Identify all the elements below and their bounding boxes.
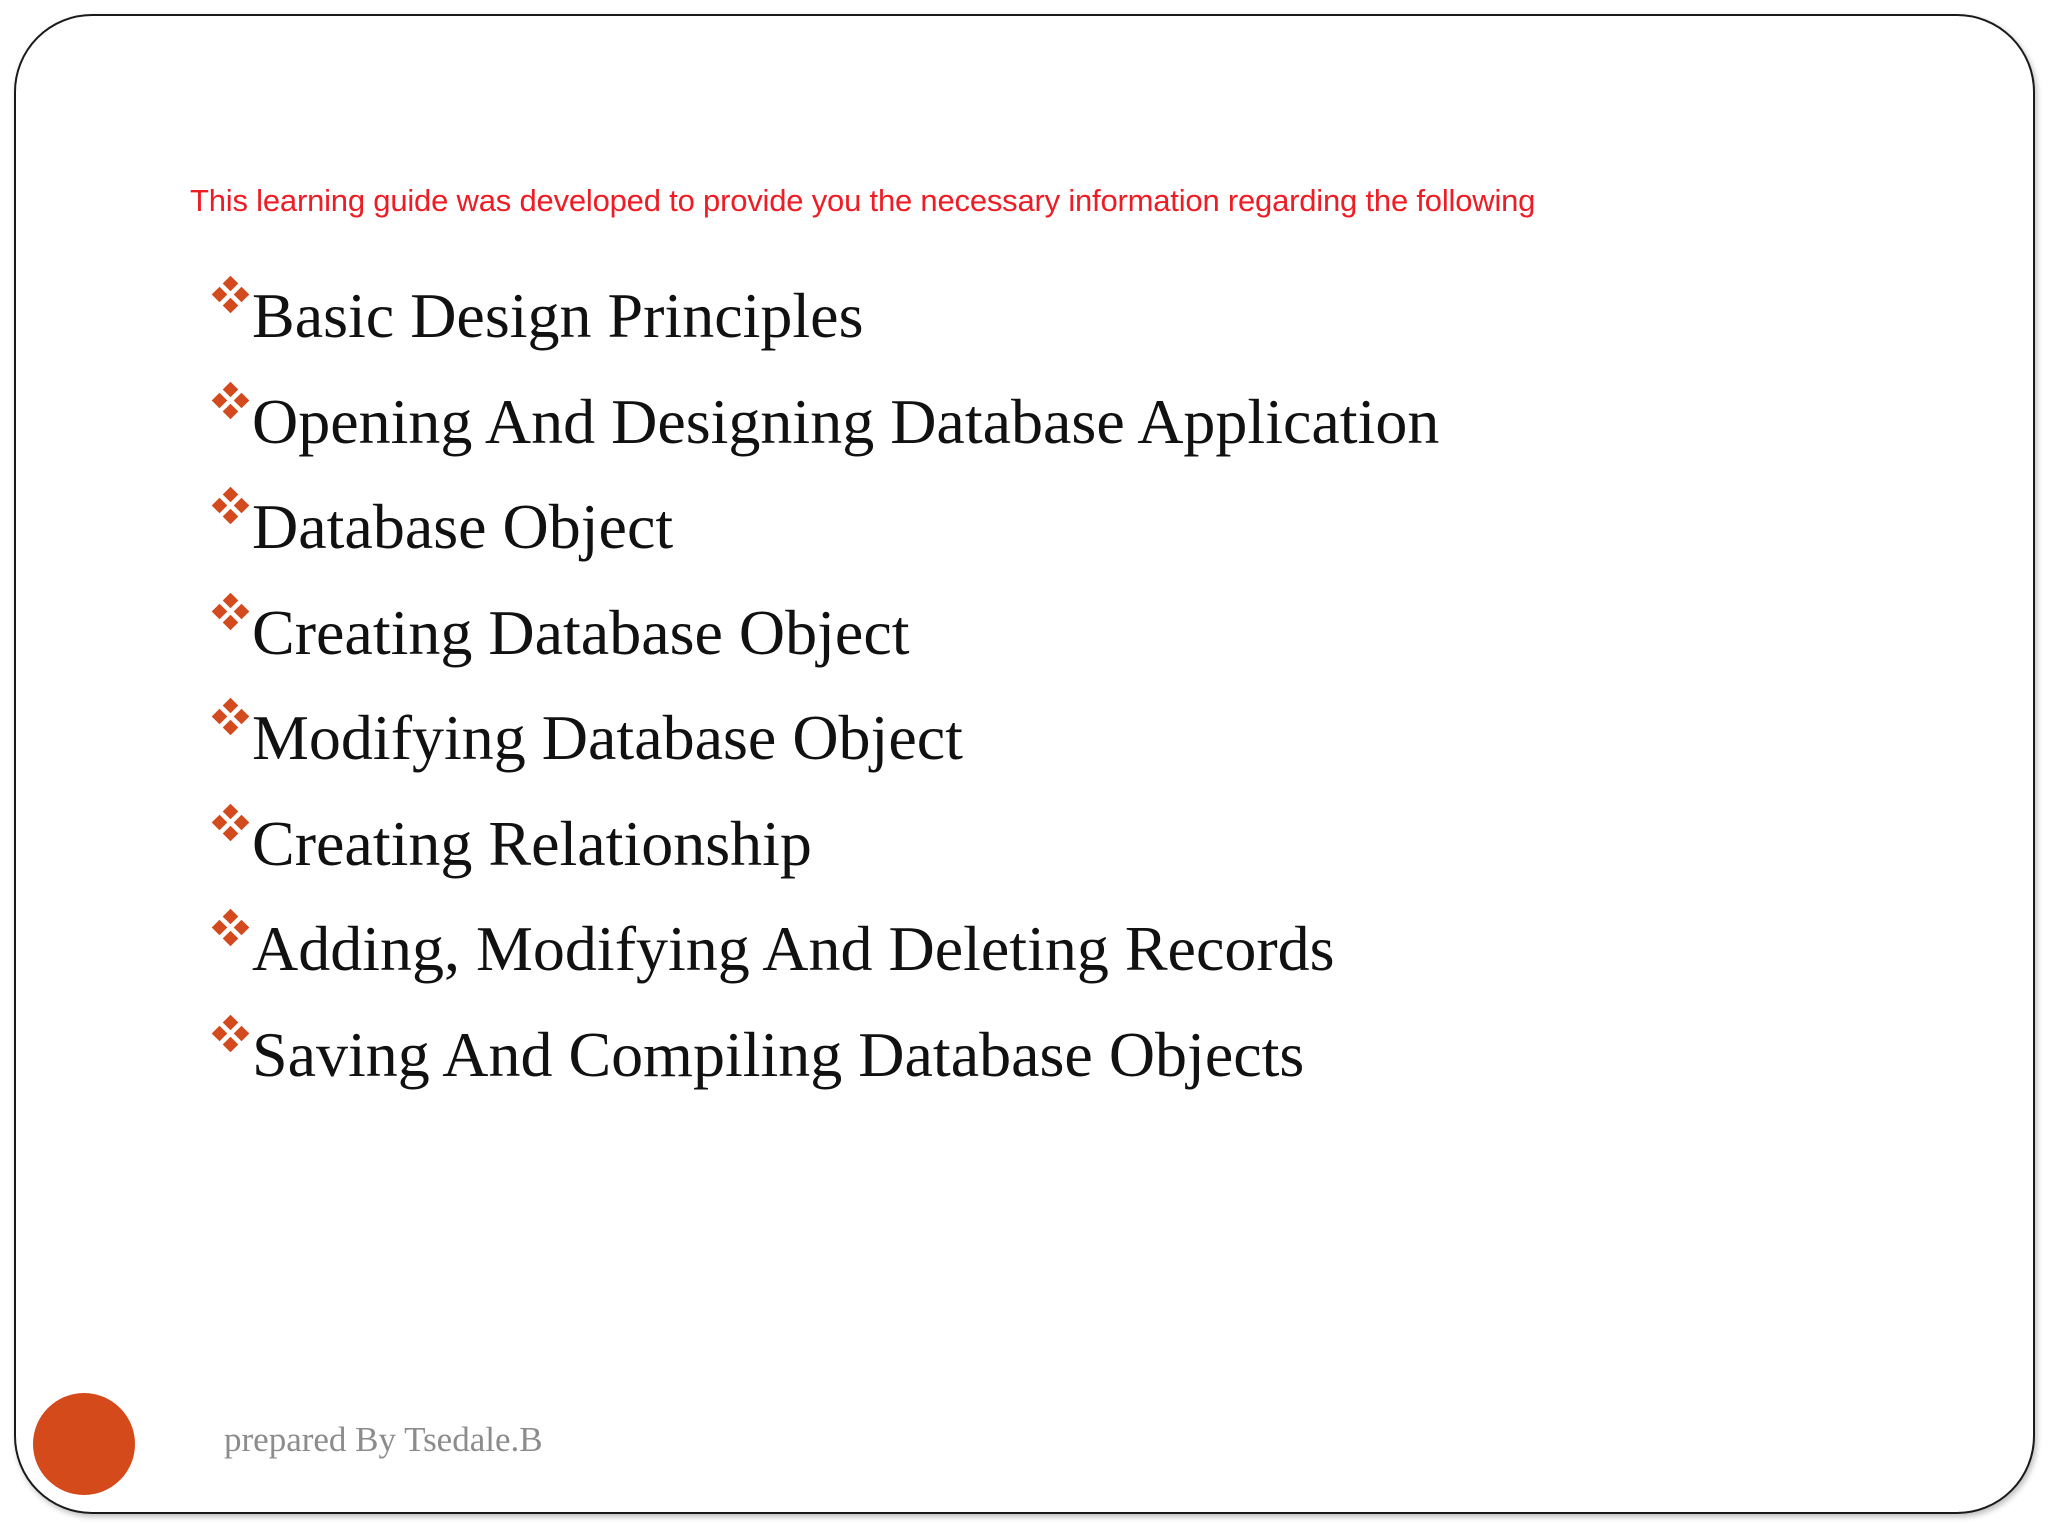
topic-label: Modifying Database Object xyxy=(252,702,963,773)
topic-label: Creating Database Object xyxy=(252,596,910,668)
list-item xyxy=(210,270,1439,376)
topic-label: Opening And Designing Database Application xyxy=(252,385,1440,457)
topic-label: Adding, Modifying And Deleting Records xyxy=(252,913,1335,984)
topic-label: Basic Design Principles xyxy=(252,280,864,351)
diamond-cluster-bullet-icon xyxy=(210,804,252,844)
list-item xyxy=(210,798,1439,904)
topic-list xyxy=(210,270,1439,1114)
diamond-cluster-bullet-icon xyxy=(210,382,252,422)
intro-text: This learning guide was developed to provide you the necessary information regarding the following xyxy=(190,183,1536,218)
footer-credit: prepared By Tsedale.B xyxy=(224,1420,543,1459)
diamond-cluster-bullet-icon xyxy=(210,698,252,738)
diamond-cluster-bullet-icon xyxy=(210,593,252,633)
topic-label: Creating Relationship xyxy=(252,807,812,879)
diamond-cluster-bullet-icon xyxy=(210,487,252,527)
diamond-cluster-bullet-icon xyxy=(210,276,252,316)
decorative-circle xyxy=(33,1393,135,1495)
topic-label: Saving And Compiling Database Objects xyxy=(252,1018,1305,1090)
list-item xyxy=(210,481,1439,587)
list-item xyxy=(210,1009,1439,1115)
list-item xyxy=(210,692,1439,798)
diamond-cluster-bullet-icon xyxy=(210,909,252,949)
list-item xyxy=(210,903,1439,1009)
list-item xyxy=(210,376,1439,482)
diamond-cluster-bullet-icon xyxy=(210,1015,252,1055)
topic-label: Database Object xyxy=(252,491,674,562)
list-item xyxy=(210,587,1439,693)
